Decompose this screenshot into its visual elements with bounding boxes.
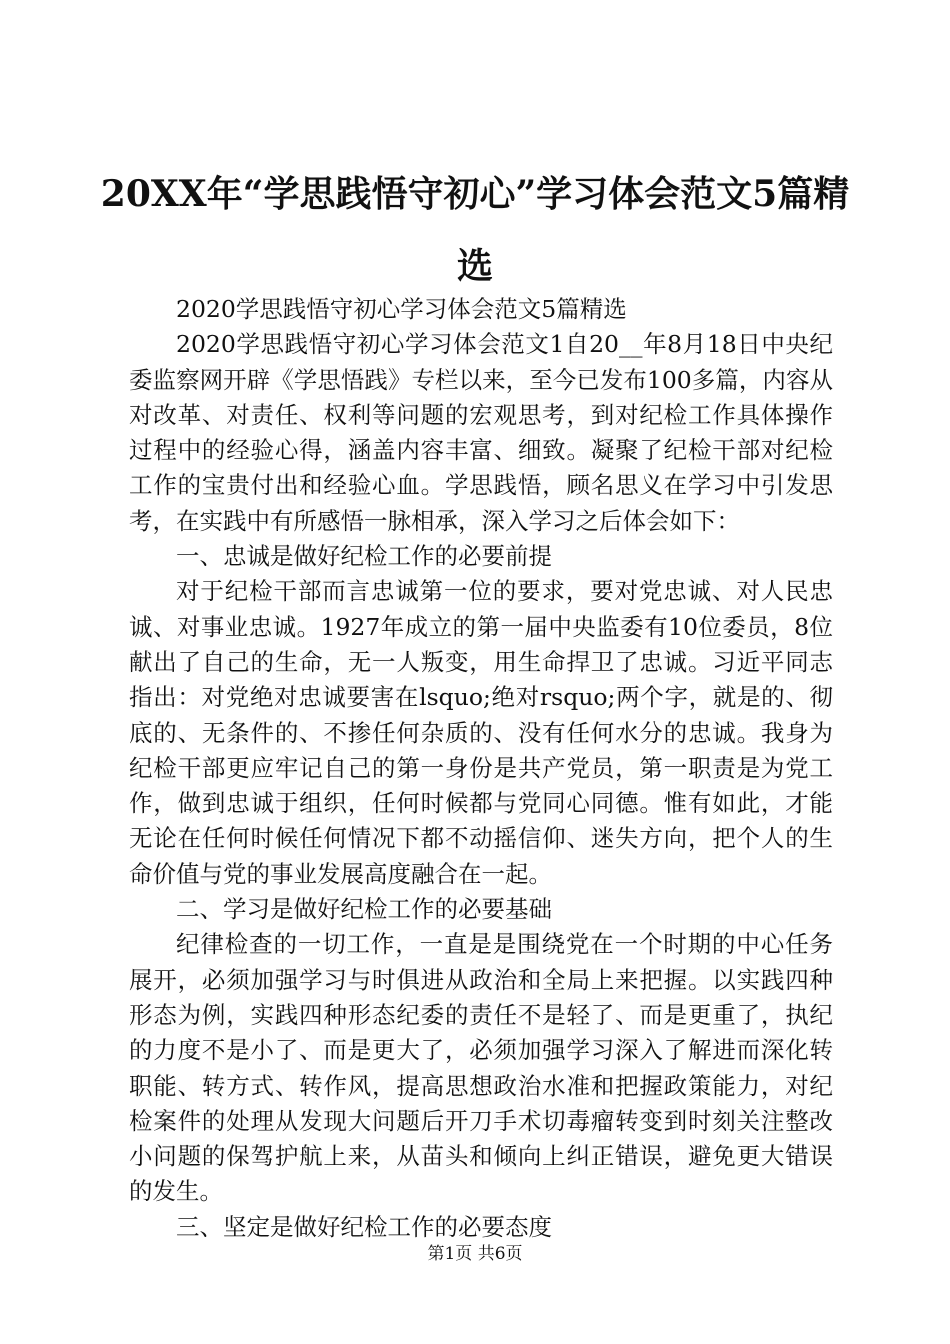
section-heading-2: 二、学习是做好纪检工作的必要基础 bbox=[176, 895, 552, 924]
paragraph-section-2: 纪律检查的一切工作，一直是是围绕党在一个时期的中心任务展开，必须加强学习与时俱进从政治和全局上来把握。以实践四种形态为例，实践四种形态纪委的责任不是轻了、而是更重了，执纪的力度不是小了、而是更大了，必须加强学习深入了解进而深化转职能、转方式、转作风，提高思想政治水准和把握政策能力，对纪检案件的处理从发现大问题后开刀手术切毒瘤转变到时刻关注整改小问题的保驾护航上来，从苗头和倾向上纠正错误，避免更大错误的发生。 bbox=[129, 930, 833, 1206]
page-footer: 第1页 共6页 bbox=[427, 1244, 523, 1264]
section-heading-1: 一、忠诚是做好纪检工作的必要前提 bbox=[176, 542, 552, 571]
section-heading-3: 三、坚定是做好纪检工作的必要态度 bbox=[176, 1212, 552, 1241]
document-title: 20XX年“学思践悟守初心”学习体会范文5篇精选 bbox=[100, 173, 850, 287]
paragraph-section-1: 对于纪检干部而言忠诚第一位的要求，要对党忠诚、对人民忠诚、对事业忠诚。1927年成立的第一届中央监委有10位委员，8位献出了自己的生命，无一人叛变，用生命捍卫了忠诚。习近平同志指出：对党绝对忠诚要害在lsquo;绝对rsquo;两个字，就是的、彻底的、无条件的、不掺任何杂质的、没有任何水分的忠诚。我身为纪检干部更应牢记自己的第一身份是共产党员，第一职责是为党工作，做到忠诚于组织，任何时候都与党同心同德。惟有如此，才能无论在任何时候任何情况下都不动摇信仰、迷失方向，把个人的生命价值与党的事业发展高度融合在一起。 bbox=[129, 577, 833, 888]
paragraph-subtitle: 2020学思践悟守初心学习体会范文5篇精选 bbox=[176, 295, 627, 323]
paragraph-intro: 2020学思践悟守初心学习体会范文1自20__年8月18日中央纪委监察网开辟《学思悟践》专栏以来，至今已发布100多篇，内容从对改革、对责任、权利等问题的宏观思考，到对纪检工作具体操作过程中的经验心得，涵盖内容丰富、细致。凝聚了纪检干部对纪检工作的宝贵付出和经验心血。学思践悟，顾名思义在学习中引发思考，在实践中有所感悟一脉相承，深入学习之后体会如下： bbox=[129, 330, 833, 535]
document-body bbox=[129, 292, 833, 1245]
